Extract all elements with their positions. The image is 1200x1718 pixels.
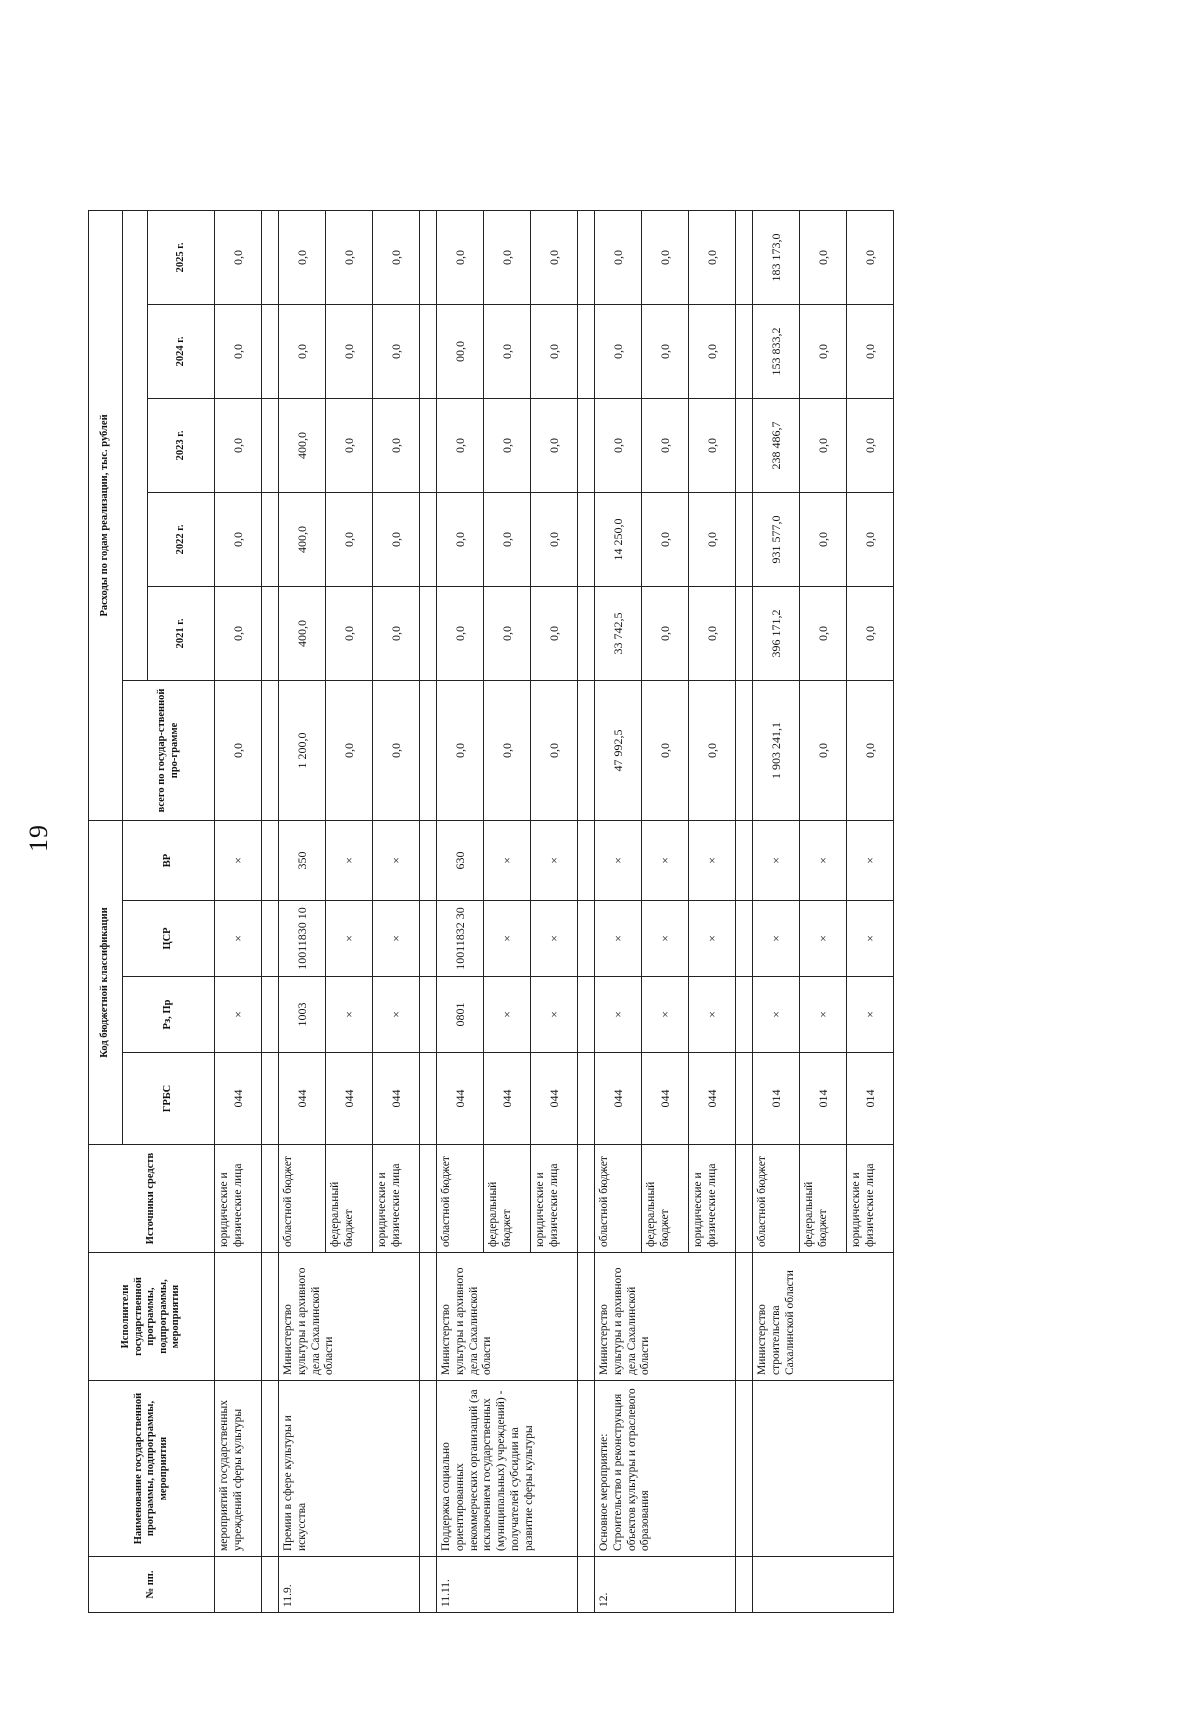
cell-grbs: 044 [484, 1053, 531, 1145]
separator-cell [578, 492, 595, 586]
cell-rzpr: × [800, 977, 847, 1053]
cell-total: 0,0 [215, 680, 262, 820]
cell-rzpr: 1003 [279, 977, 326, 1053]
cell-csr: × [373, 901, 420, 977]
header-grbs: ГРБС [123, 1053, 215, 1145]
separator-cell [420, 1053, 437, 1145]
cell-y2024: 0,0 [326, 304, 373, 398]
table-row [437, 210, 484, 1612]
cell-y2023: 0,0 [215, 398, 262, 492]
table-row [279, 210, 326, 1612]
cell-csr: × [595, 901, 642, 977]
cell-y2023: 0,0 [484, 398, 531, 492]
cell-y2021: 0,0 [484, 586, 531, 680]
header-2021: 2021 г. [148, 586, 215, 680]
cell-vr: × [531, 820, 578, 900]
cell-grbs: 014 [800, 1053, 847, 1145]
cell-executors: Министерство строительства Сахалинской области [753, 1253, 894, 1381]
cell-y2024: 0,0 [215, 304, 262, 398]
cell-y2023: 0,0 [595, 398, 642, 492]
cell-y2024: 00,0 [437, 304, 484, 398]
cell-name: Поддержка социально ориентированных некоммерческих организаций (за исключением государственных (муниципальных) учреждений) - получателей субсидии на развитие сферы культуры [437, 1381, 578, 1557]
header-executors: Исполнители государственной программы, подпрограммы, мероприятия [89, 1253, 215, 1381]
cell-y2022: 0,0 [484, 492, 531, 586]
cell-number: 11.9. [279, 1557, 420, 1613]
cell-csr: × [753, 901, 800, 977]
header-csr: ЦСР [123, 901, 215, 977]
separator-cell [420, 210, 437, 304]
cell-total: 0,0 [531, 680, 578, 820]
cell-total: 0,0 [484, 680, 531, 820]
separator-cell [736, 820, 753, 900]
cell-y2023: 238 486,7 [753, 398, 800, 492]
table-row [215, 210, 262, 1612]
cell-name: мероприятий государственных учреждений сферы культуры [215, 1381, 262, 1557]
separator-cell [420, 820, 437, 900]
cell-y2021: 33 742,5 [595, 586, 642, 680]
separator-cell [262, 1557, 279, 1613]
cell-total: 0,0 [689, 680, 736, 820]
cell-y2023: 0,0 [531, 398, 578, 492]
cell-y2021: 0,0 [437, 586, 484, 680]
cell-vr: × [215, 820, 262, 900]
separator-cell [578, 1253, 595, 1381]
separator-cell [736, 1557, 753, 1613]
separator-cell [420, 977, 437, 1053]
cell-y2021: 0,0 [215, 586, 262, 680]
cell-y2023: 400,0 [279, 398, 326, 492]
cell-rzpr: 0801 [437, 977, 484, 1053]
cell-number: 12. [595, 1557, 736, 1613]
separator-cell [736, 210, 753, 304]
separator-cell [578, 1053, 595, 1145]
separator-cell [578, 680, 595, 820]
cell-csr: × [484, 901, 531, 977]
cell-csr: × [847, 901, 894, 977]
cell-total: 0,0 [373, 680, 420, 820]
separator-cell [578, 977, 595, 1053]
cell-y2024: 0,0 [595, 304, 642, 398]
separator-cell [420, 304, 437, 398]
separator-cell [262, 492, 279, 586]
page-number: 19 [24, 824, 53, 852]
cell-y2025: 0,0 [484, 210, 531, 304]
cell-y2022: 0,0 [689, 492, 736, 586]
header-2022: 2022 г. [148, 492, 215, 586]
cell-source: юридические и физические лица [215, 1145, 262, 1253]
separator-cell [420, 1145, 437, 1253]
separator-cell [262, 820, 279, 900]
cell-y2022: 0,0 [642, 492, 689, 586]
cell-y2024: 0,0 [484, 304, 531, 398]
cell-total: 0,0 [326, 680, 373, 820]
cell-total: 0,0 [800, 680, 847, 820]
cell-y2021: 0,0 [373, 586, 420, 680]
group-separator [736, 210, 753, 1612]
separator-cell [262, 1145, 279, 1253]
cell-executors: Министерство культуры и архивного дела Сахалинской области [437, 1253, 578, 1381]
cell-y2022: 0,0 [531, 492, 578, 586]
separator-cell [736, 977, 753, 1053]
cell-y2024: 0,0 [800, 304, 847, 398]
header-no: № пп. [89, 1557, 215, 1613]
cell-y2025: 0,0 [437, 210, 484, 304]
cell-y2023: 0,0 [689, 398, 736, 492]
separator-cell [578, 820, 595, 900]
separator-cell [736, 586, 753, 680]
cell-y2024: 0,0 [531, 304, 578, 398]
budget-table-wrap [88, 188, 1108, 1613]
cell-number [753, 1557, 894, 1613]
cell-csr: × [326, 901, 373, 977]
cell-name [753, 1381, 894, 1557]
separator-cell [420, 1253, 437, 1381]
cell-y2022: 0,0 [326, 492, 373, 586]
cell-vr: × [373, 820, 420, 900]
cell-y2025: 0,0 [326, 210, 373, 304]
cell-grbs: 014 [753, 1053, 800, 1145]
separator-cell [420, 901, 437, 977]
cell-grbs: 044 [373, 1053, 420, 1145]
header-total: всего по государ-ственной про-грамме [123, 680, 215, 820]
separator-cell [736, 304, 753, 398]
separator-cell [262, 586, 279, 680]
separator-cell [262, 398, 279, 492]
cell-y2021: 0,0 [326, 586, 373, 680]
table-body [215, 210, 894, 1612]
separator-cell [578, 1557, 595, 1613]
cell-rzpr: × [595, 977, 642, 1053]
cell-vr: × [595, 820, 642, 900]
cell-source: федеральный бюджет [800, 1145, 847, 1253]
separator-cell [262, 1053, 279, 1145]
cell-grbs: 044 [642, 1053, 689, 1145]
cell-name: Основное мероприятие: Строительство и реконструкция объектов культуры и отраслевого образования [595, 1381, 736, 1557]
cell-number [215, 1557, 262, 1613]
header-2024: 2024 г. [148, 304, 215, 398]
header-expenses-group: Расходы по годам реализации, тыс. рублей [89, 210, 123, 820]
cell-source: областной бюджет [279, 1145, 326, 1253]
cell-source: федеральный бюджет [642, 1145, 689, 1253]
cell-source: юридические и физические лица [847, 1145, 894, 1253]
cell-source: федеральный бюджет [326, 1145, 373, 1253]
cell-source: областной бюджет [437, 1145, 484, 1253]
cell-total: 1 903 241,1 [753, 680, 800, 820]
cell-source: юридические и физические лица [373, 1145, 420, 1253]
cell-y2021: 400,0 [279, 586, 326, 680]
cell-number: 11.11. [437, 1557, 578, 1613]
separator-cell [736, 680, 753, 820]
cell-vr: × [753, 820, 800, 900]
cell-y2023: 0,0 [642, 398, 689, 492]
budget-table [88, 210, 894, 1613]
header-sources: Источники средств [89, 1145, 215, 1253]
cell-csr: × [689, 901, 736, 977]
separator-cell [262, 680, 279, 820]
group-separator [578, 210, 595, 1612]
cell-y2021: 396 171,2 [753, 586, 800, 680]
separator-cell [262, 977, 279, 1053]
cell-y2022: 0,0 [800, 492, 847, 586]
header-2023: 2023 г. [148, 398, 215, 492]
cell-y2023: 0,0 [800, 398, 847, 492]
cell-y2025: 0,0 [800, 210, 847, 304]
cell-rzpr: × [753, 977, 800, 1053]
cell-executors: Министерство культуры и архивного дела Сахалинской области [595, 1253, 736, 1381]
table-header [89, 210, 215, 1612]
cell-y2025: 0,0 [642, 210, 689, 304]
header-budget-code-group: Код бюджетной классификации [89, 820, 123, 1144]
cell-y2024: 0,0 [689, 304, 736, 398]
separator-cell [578, 586, 595, 680]
cell-rzpr: × [642, 977, 689, 1053]
group-separator [420, 210, 437, 1612]
cell-total: 47 992,5 [595, 680, 642, 820]
cell-rzpr: × [847, 977, 894, 1053]
cell-y2021: 0,0 [800, 586, 847, 680]
cell-y2024: 0,0 [279, 304, 326, 398]
separator-cell [578, 1381, 595, 1557]
cell-y2025: 0,0 [279, 210, 326, 304]
cell-csr: × [800, 901, 847, 977]
cell-csr: 10011830 10 [279, 901, 326, 977]
cell-y2023: 0,0 [326, 398, 373, 492]
cell-y2025: 0,0 [689, 210, 736, 304]
cell-rzpr: × [531, 977, 578, 1053]
cell-y2022: 0,0 [847, 492, 894, 586]
separator-cell [262, 1381, 279, 1557]
header-rzpr: Рз, Пр [123, 977, 215, 1053]
cell-y2022: 0,0 [215, 492, 262, 586]
cell-source: юридические и физические лица [531, 1145, 578, 1253]
header-vr: ВР [123, 820, 215, 900]
header-years-spacer [123, 210, 148, 680]
cell-y2025: 0,0 [215, 210, 262, 304]
cell-grbs: 044 [326, 1053, 373, 1145]
separator-cell [420, 1557, 437, 1613]
cell-source: областной бюджет [595, 1145, 642, 1253]
cell-rzpr: × [215, 977, 262, 1053]
cell-vr: × [484, 820, 531, 900]
cell-total: 0,0 [642, 680, 689, 820]
separator-cell [420, 492, 437, 586]
cell-y2023: 0,0 [373, 398, 420, 492]
cell-source: юридические и физические лица [689, 1145, 736, 1253]
separator-cell [736, 1253, 753, 1381]
separator-cell [420, 1381, 437, 1557]
separator-cell [578, 304, 595, 398]
group-separator [262, 210, 279, 1612]
separator-cell [262, 901, 279, 977]
separator-cell [420, 398, 437, 492]
separator-cell [578, 901, 595, 977]
header-name: Наименование государственной программы, подпрограммы, мероприятия [89, 1381, 215, 1557]
separator-cell [578, 398, 595, 492]
cell-y2023: 0,0 [437, 398, 484, 492]
cell-y2025: 0,0 [847, 210, 894, 304]
cell-y2025: 183 173,0 [753, 210, 800, 304]
header-2025: 2025 г. [148, 210, 215, 304]
separator-cell [736, 492, 753, 586]
cell-y2024: 153 833,2 [753, 304, 800, 398]
cell-y2024: 0,0 [847, 304, 894, 398]
cell-vr: 630 [437, 820, 484, 900]
cell-y2022: 931 577,0 [753, 492, 800, 586]
cell-vr: × [689, 820, 736, 900]
cell-vr: × [326, 820, 373, 900]
cell-grbs: 014 [847, 1053, 894, 1145]
cell-executors [215, 1253, 262, 1381]
cell-total: 0,0 [437, 680, 484, 820]
cell-csr: 10011832 30 [437, 901, 484, 977]
table-row [753, 210, 800, 1612]
cell-vr: 350 [279, 820, 326, 900]
cell-csr: × [215, 901, 262, 977]
cell-grbs: 044 [279, 1053, 326, 1145]
separator-cell [736, 1145, 753, 1253]
cell-y2021: 0,0 [642, 586, 689, 680]
separator-cell [736, 398, 753, 492]
cell-y2021: 0,0 [531, 586, 578, 680]
separator-cell [420, 680, 437, 820]
cell-executors: Министерство культуры и архивного дела Сахалинской области [279, 1253, 420, 1381]
cell-y2021: 0,0 [689, 586, 736, 680]
separator-cell [420, 586, 437, 680]
cell-total: 1 200,0 [279, 680, 326, 820]
separator-cell [736, 1053, 753, 1145]
cell-grbs: 044 [595, 1053, 642, 1145]
cell-grbs: 044 [437, 1053, 484, 1145]
cell-y2025: 0,0 [373, 210, 420, 304]
separator-cell [262, 304, 279, 398]
table-row [595, 210, 642, 1612]
cell-grbs: 044 [531, 1053, 578, 1145]
separator-cell [736, 901, 753, 977]
cell-rzpr: × [326, 977, 373, 1053]
cell-source: областной бюджет [753, 1145, 800, 1253]
separator-cell [578, 1145, 595, 1253]
cell-y2024: 0,0 [373, 304, 420, 398]
cell-vr: × [800, 820, 847, 900]
cell-total: 0,0 [847, 680, 894, 820]
cell-y2023: 0,0 [847, 398, 894, 492]
cell-y2022: 0,0 [373, 492, 420, 586]
cell-csr: × [531, 901, 578, 977]
cell-y2025: 0,0 [531, 210, 578, 304]
separator-cell [736, 1381, 753, 1557]
cell-grbs: 044 [215, 1053, 262, 1145]
cell-vr: × [847, 820, 894, 900]
separator-cell [262, 210, 279, 304]
cell-rzpr: × [689, 977, 736, 1053]
separator-cell [578, 210, 595, 304]
cell-source: федеральный бюджет [484, 1145, 531, 1253]
cell-rzpr: × [484, 977, 531, 1053]
cell-y2022: 0,0 [437, 492, 484, 586]
cell-grbs: 044 [689, 1053, 736, 1145]
cell-rzpr: × [373, 977, 420, 1053]
cell-csr: × [642, 901, 689, 977]
cell-name: Премии в сфере культуры и искусства [279, 1381, 420, 1557]
separator-cell [262, 1253, 279, 1381]
cell-y2022: 14 250,0 [595, 492, 642, 586]
cell-y2022: 400,0 [279, 492, 326, 586]
cell-vr: × [642, 820, 689, 900]
cell-y2024: 0,0 [642, 304, 689, 398]
cell-y2025: 0,0 [595, 210, 642, 304]
cell-y2021: 0,0 [847, 586, 894, 680]
